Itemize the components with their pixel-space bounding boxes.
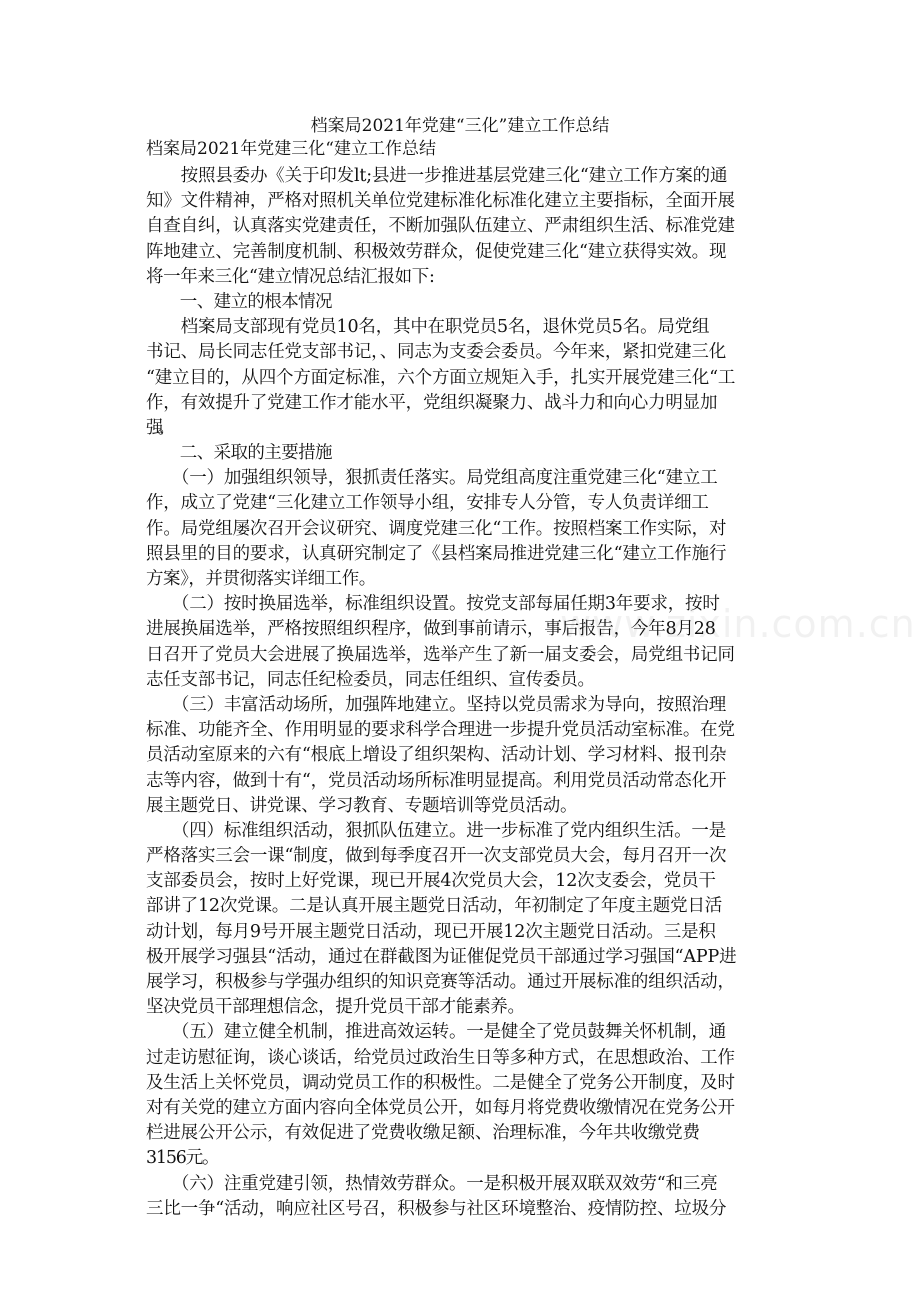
paragraph xyxy=(146,466,786,592)
paragraph-line: 书记、局长同志任党支部书记，、同志为支委会委员。今年来，紧扣党建三化 xyxy=(146,342,727,363)
paragraph-line: 过走访慰征询，谈心谈话，给党员过政治生日等多种方式，在思想政治、工作 xyxy=(146,1047,735,1068)
paragraph-line: 档案局支部现有党员10名，其中在职党员5名，退休党员5名。局党组 xyxy=(146,317,710,338)
paragraph-line: 阵地建立、完善制度机制、积极效劳群众，促使党建三化“建立获得实效。现 xyxy=(146,241,727,262)
paragraph-line: 展学习，积极参与学强办组织的知识竞赛等活动。通过开展标准的组织活动， xyxy=(146,972,735,992)
paragraph-line: 方案》，并贯彻落实详细工作。 xyxy=(146,569,376,589)
paragraph-line: 二、采取的主要措施 xyxy=(146,443,332,464)
paragraph-line: 员活动室原来的六有“根底上增设了组织架构、活动计划、学习材料、报刊杂 xyxy=(146,745,727,766)
paragraph-line: 志等内容，做到十有“，党员活动场所标准明显提高。利用党员活动常态化开 xyxy=(146,770,727,791)
paragraph-line: 作，成立了党建“三化建立工作领导小组，安排专人分管，专人负责详细工 xyxy=(146,493,709,514)
paragraph-line: 及生活上关怀党员，调动党员工作的积极性。二是健全了党务公开制度，及时 xyxy=(146,1072,735,1093)
paragraph-line: 部讲了12次党课。二是认真开展主题党日活动，年初制定了年度主题党日活 xyxy=(146,896,723,917)
paragraph-line: 栏进展公开公示，有效促进了党费收缴足额、治理标准，今年共收缴党费 xyxy=(146,1123,700,1144)
paragraph-line: 展主题党日、讲党课、学习教育、专题培训等党员活动。 xyxy=(146,795,578,816)
paragraph xyxy=(146,315,786,441)
paragraph-line: 坚决党员干部理想信念，提升党员干部才能素养。 xyxy=(146,997,525,1018)
paragraph-line: 对有关党的建立方面内容向全体党员公开，如每月将党费收缴情况在党务公开 xyxy=(146,1097,735,1118)
paragraph xyxy=(146,164,786,290)
paragraph-line: 3156元。 xyxy=(146,1148,219,1169)
watermark: www.zixin.com.cn xyxy=(560,602,916,646)
paragraph-line: 作，有效提升了党建工作才能水平，党组织凝聚力、战斗力和向心力明显加 xyxy=(146,392,718,413)
paragraph-line: 极开展学习强县“活动，通过在群截图为证催促党员干部通过学习强国“APP进 xyxy=(146,946,737,967)
paragraph-line: 按照县委办《关于印发lt;县进一步推进基层党建三化“建立工作方案的通 xyxy=(146,166,728,186)
paragraph-line: （三）丰富活动场所，加强阵地建立。坚持以党员需求为导向，按照治理 xyxy=(146,694,727,715)
paragraph-line: 照县里的目的要求，认真研究制定了《县档案局推进党建三化“建立工作施行 xyxy=(146,543,727,564)
paragraph-line: 强。 xyxy=(146,417,169,438)
paragraph-line: （五）建立健全机制，推进高效运转。一是健全了党员鼓舞关怀机制，通 xyxy=(146,1022,727,1043)
paragraph-line: （四）标准组织活动，狠抓队伍建立。进一步标准了党内组织生活。一是 xyxy=(146,820,727,841)
paragraph xyxy=(146,693,786,819)
paragraph-line: 严格落实三会一课“制度，做到每季度召开一次支部党员大会，每月召开一次 xyxy=(146,846,727,867)
paragraph-line: 进展换届选举，严格按照组织程序，做到事前请示，事后报告，今年8月28 xyxy=(146,619,716,640)
paragraph-line: 日召开了党员大会进展了换届选举，选举产生了新一届支委会，局党组书记同 xyxy=(146,644,735,665)
paragraph-line: 动计划，每月9号开展主题党日活动，现已开展12次主题党日活动。三是积 xyxy=(146,921,716,942)
paragraph-line: （二）按时换届选举，标准组织设置。按党支部每届任期3年要求，按时 xyxy=(146,594,720,615)
paragraph-line: 三比一争“活动，响应社区号召，积极参与社区环境整治、疫情防控、垃圾分 xyxy=(146,1198,727,1219)
document-subtitle: 档案局2021年党建三化“建立工作总结 xyxy=(146,139,436,159)
paragraph-line: 作。局党组屡次召开会议研究、调度党建三化“工作。按照档案工作实际，对 xyxy=(146,518,727,539)
paragraph-line: 支部委员会，按时上好党课，现已开展4次党员大会，12次支委会，党员干 xyxy=(146,871,716,892)
paragraph-line: “建立目的，从四个方面定标准，六个方面立规矩入手，扎实开展党建三化“工 xyxy=(146,367,736,388)
paragraph-line: 志任支部书记，同志任纪检委员，同志任组织、宣传委员。 xyxy=(146,669,595,690)
paragraph-line: 知》文件精神，严格对照机关单位党建标准化标准化建立主要指标，全面开展 xyxy=(146,191,735,212)
paragraph-line: （六）注重党建引领，热情效劳群众。一是积极开展双联双效劳“和三亮 xyxy=(146,1173,718,1194)
document-body xyxy=(146,164,786,1222)
paragraph-line: 一、建立的根本情况 xyxy=(146,291,332,312)
document-title: 档案局2021年党建“三化”建立工作总结 xyxy=(310,116,610,136)
paragraph xyxy=(146,1020,786,1171)
paragraph-line: 标准、功能齐全、作用明显的要求科学合理进一步提升党员活动室标准。在党 xyxy=(146,720,735,741)
paragraph xyxy=(146,1172,786,1222)
paragraph xyxy=(146,441,786,466)
paragraph-line: 自查自纠，认真落实党建责任，不断加强队伍建立、严肃组织生活、标准党建 xyxy=(146,216,735,237)
paragraph-line: （一）加强组织领导，狠抓责任落实。局党组高度注重党建三化“建立工 xyxy=(146,468,718,489)
paragraph xyxy=(146,290,786,315)
paragraph-line: 将一年来三化“建立情况总结汇报如下: xyxy=(146,266,435,287)
paragraph xyxy=(146,819,786,1021)
